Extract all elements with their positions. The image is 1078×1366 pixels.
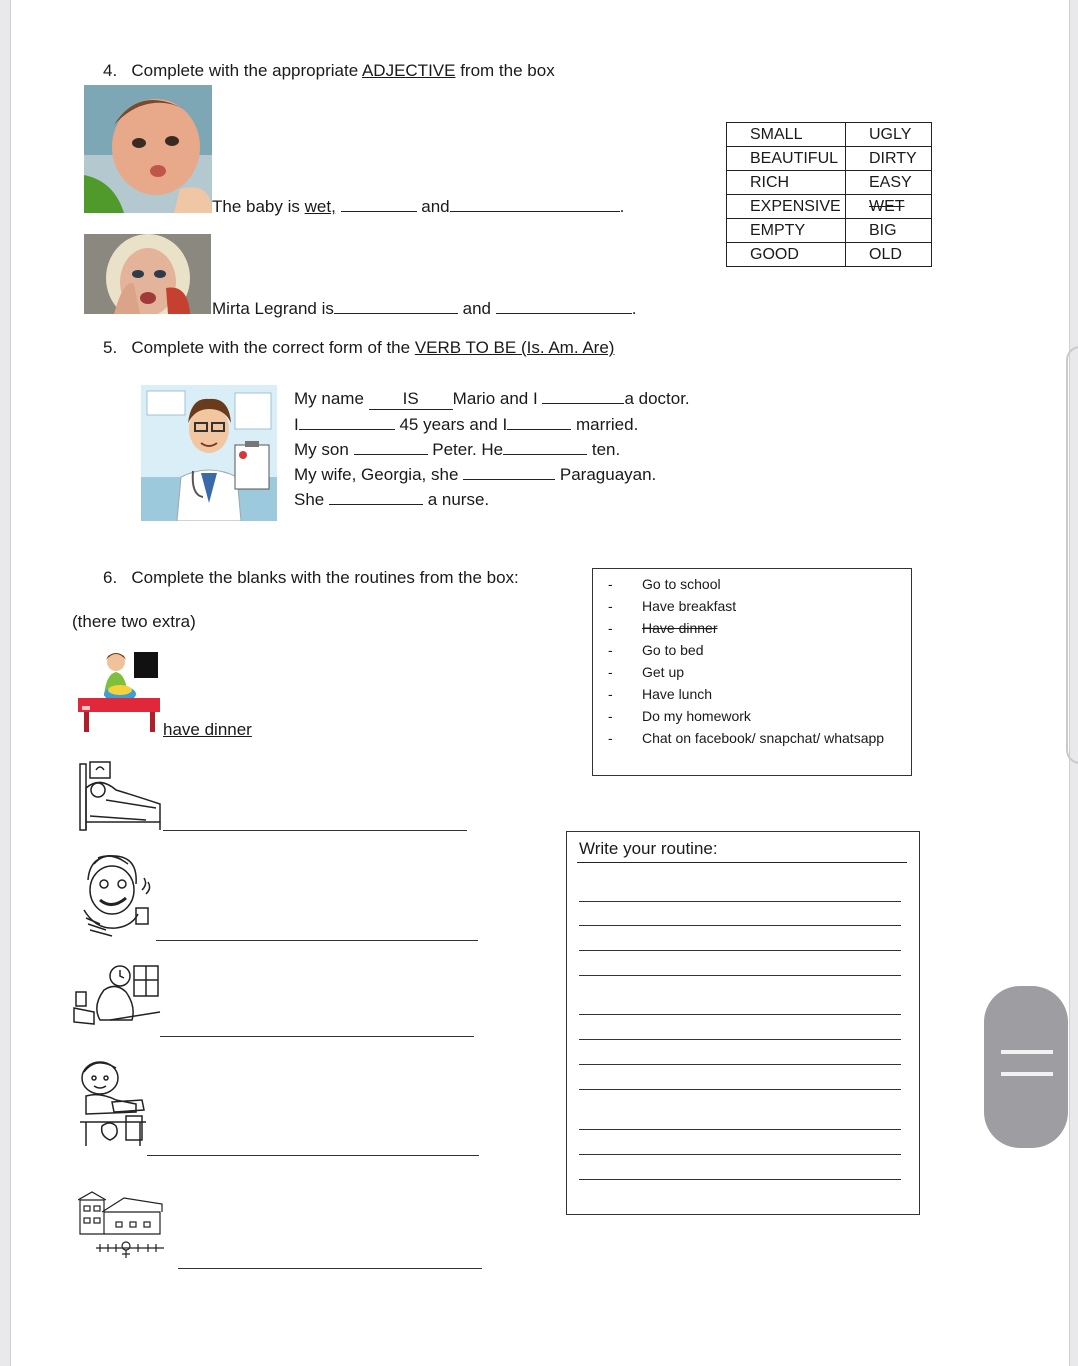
verb-line-5-blank[interactable] xyxy=(329,490,423,505)
verb-line-5-text-b: a nurse. xyxy=(427,490,490,509)
routine-label: Go to bed xyxy=(642,642,704,658)
routine-writing-line[interactable] xyxy=(579,1039,901,1040)
mirta-blank-1[interactable] xyxy=(334,299,458,314)
routine-label: Go to school xyxy=(642,576,721,592)
routine-item xyxy=(608,685,898,707)
verb-line-4-text-a: My wife, Georgia, she xyxy=(294,465,459,484)
section-5-title-key: VERB TO BE (Is. Am. Are) xyxy=(414,338,615,357)
section-4-title-key: ADJECTIVE xyxy=(361,61,456,80)
adjective-row xyxy=(727,219,932,243)
routine-item xyxy=(608,575,898,597)
section-5-number: 5. xyxy=(103,338,118,357)
routines-list xyxy=(608,575,898,751)
answer-line-homework[interactable] xyxy=(147,1155,479,1156)
routine-label: Have dinner xyxy=(642,620,718,636)
adjective-cell: BIG xyxy=(846,219,932,243)
verb-line-2-blank-1[interactable] xyxy=(299,415,395,430)
adjective-cell: EMPTY xyxy=(727,219,846,243)
routine-item xyxy=(608,663,898,685)
bullet: - xyxy=(608,620,613,636)
section-5-heading xyxy=(103,338,614,358)
adjective-row xyxy=(727,171,932,195)
baby-photo xyxy=(84,85,212,213)
example-answer: have dinner xyxy=(163,720,252,739)
adjective-row xyxy=(727,195,932,219)
verb-line-1-blank[interactable] xyxy=(542,389,624,404)
verb-line-4-text-b: Paraguayan. xyxy=(559,465,657,484)
routine-label: Have breakfast xyxy=(642,598,737,614)
verb-line-1-answer[interactable]: IS xyxy=(369,389,453,410)
baby-sentence: The baby is wet, and . xyxy=(212,197,625,216)
routine-writing-line[interactable] xyxy=(579,1014,901,1015)
shaving-man-icon xyxy=(76,850,156,938)
section-6-title: Complete the blanks with the routines from the box: xyxy=(131,568,519,587)
verb-line-2-text-c: married. xyxy=(575,415,639,434)
adjective-row xyxy=(727,147,932,171)
routine-item xyxy=(608,641,898,663)
verb-line-5-text-a: She xyxy=(294,490,325,509)
routine-item-used xyxy=(608,619,898,641)
adjective-cell: UGLY xyxy=(846,123,932,147)
section-6-number: 6. xyxy=(103,568,118,587)
answer-line-alarm[interactable] xyxy=(160,1036,474,1037)
bullet: - xyxy=(608,730,613,746)
answer-line-shaving[interactable] xyxy=(156,940,478,941)
alarm-clock-wake-up-icon xyxy=(70,962,162,1026)
routine-writing-line[interactable] xyxy=(579,1129,901,1130)
verb-line-2 xyxy=(294,415,638,435)
adjective-cell: EASY xyxy=(846,171,932,195)
routine-writing-line[interactable] xyxy=(579,1154,901,1155)
answer-line-bed[interactable] xyxy=(163,830,467,831)
section-4-title-post: from the box xyxy=(455,61,555,80)
routine-item xyxy=(608,597,898,619)
baby-and: and xyxy=(421,197,450,216)
verb-line-1-text-a: My name xyxy=(294,389,364,408)
verb-line-1-text-b: Mario and I xyxy=(452,389,538,408)
verb-line-5 xyxy=(294,490,489,510)
boy-doing-homework-icon xyxy=(76,1056,148,1148)
verb-line-3-blank-1[interactable] xyxy=(354,440,428,455)
verb-line-2-blank-2[interactable] xyxy=(507,415,571,430)
section-6-note: (there two extra) xyxy=(72,612,196,631)
mirta-sentence-start: Mirta Legrand is xyxy=(212,299,334,318)
routine-writing-line[interactable] xyxy=(579,975,901,976)
adjective-cell: GOOD xyxy=(727,243,846,267)
routine-item xyxy=(608,707,898,729)
verb-line-4-blank[interactable] xyxy=(463,465,555,480)
write-routine-title: Write your routine: xyxy=(579,839,718,858)
section-4-number: 4. xyxy=(103,61,118,80)
mirta-blank-2[interactable] xyxy=(496,299,632,314)
adjective-row xyxy=(727,243,932,267)
page-left-border xyxy=(10,0,11,1366)
mirta-sentence: Mirta Legrand is and . xyxy=(212,299,637,318)
routine-writing-line[interactable] xyxy=(579,1064,901,1065)
routine-writing-line[interactable] xyxy=(579,1179,901,1180)
verb-line-4 xyxy=(294,465,656,485)
baby-sentence-start: The baby is xyxy=(212,197,305,216)
routine-writing-line[interactable] xyxy=(579,950,901,951)
doctor-illustration xyxy=(141,385,277,521)
surprised-woman-photo xyxy=(84,234,211,314)
baby-given-answer: wet, xyxy=(304,197,336,216)
routine-item xyxy=(608,729,898,751)
adjective-cell: DIRTY xyxy=(846,147,932,171)
bullet: - xyxy=(608,664,613,680)
adjective-cell-used: WET xyxy=(846,195,932,219)
handle-grip-line xyxy=(1001,1072,1053,1076)
routine-writing-line[interactable] xyxy=(579,1089,901,1090)
routine-label: Get up xyxy=(642,664,685,680)
adjective-cell: OLD xyxy=(846,243,932,267)
routine-label: Have lunch xyxy=(642,686,713,702)
bullet: - xyxy=(608,598,613,614)
routine-label: Do my homework xyxy=(642,708,751,724)
verb-line-2-text-a: I xyxy=(294,415,299,434)
verb-line-3-blank-2[interactable] xyxy=(503,440,587,455)
side-panel-edge xyxy=(1066,346,1078,764)
mirta-and: and xyxy=(462,299,491,318)
bullet: - xyxy=(608,576,613,592)
verb-line-1-text-c: a doctor. xyxy=(624,389,690,408)
adjective-cell: EXPENSIVE xyxy=(727,195,846,219)
sleeping-in-bed-icon xyxy=(76,760,164,832)
routine-label: Chat on facebook/ snapchat/ whatsapp xyxy=(642,730,885,746)
baby-blank-2[interactable] xyxy=(450,197,620,212)
write-routine-box xyxy=(566,831,920,1215)
handle-grip-line xyxy=(1001,1050,1053,1054)
verb-line-2-text-b: 45 years and I xyxy=(399,415,508,434)
section-4-heading xyxy=(103,61,555,81)
baby-blank-1[interactable] xyxy=(341,197,417,212)
routine-writing-line[interactable] xyxy=(579,925,901,926)
verb-line-3-text-c: ten. xyxy=(591,440,621,459)
adjective-cell: BEAUTIFUL xyxy=(727,147,846,171)
section-4-title-pre: Complete with the appropriate xyxy=(131,61,362,80)
section-6-heading xyxy=(103,568,519,588)
bullet: - xyxy=(608,686,613,702)
verb-line-3 xyxy=(294,440,620,460)
dinner-table-icon xyxy=(76,648,164,734)
section-5-title-pre: Complete with the correct form of the xyxy=(131,338,415,357)
bullet: - xyxy=(608,708,613,724)
bullet: - xyxy=(608,642,613,658)
scroll-handle[interactable] xyxy=(984,986,1068,1148)
page-left-margin xyxy=(0,0,10,1366)
verb-line-1 xyxy=(294,389,690,410)
school-building-icon xyxy=(78,1190,168,1260)
verb-line-3-text-a: My son xyxy=(294,440,349,459)
write-routine-title-underline xyxy=(577,862,907,863)
adjective-cell: SMALL xyxy=(727,123,846,147)
adjective-box xyxy=(726,122,932,267)
routine-writing-line[interactable] xyxy=(579,901,901,902)
answer-line-school[interactable] xyxy=(178,1268,482,1269)
adjective-row xyxy=(727,123,932,147)
verb-line-3-text-b: Peter. He xyxy=(432,440,504,459)
adjective-cell: RICH xyxy=(727,171,846,195)
